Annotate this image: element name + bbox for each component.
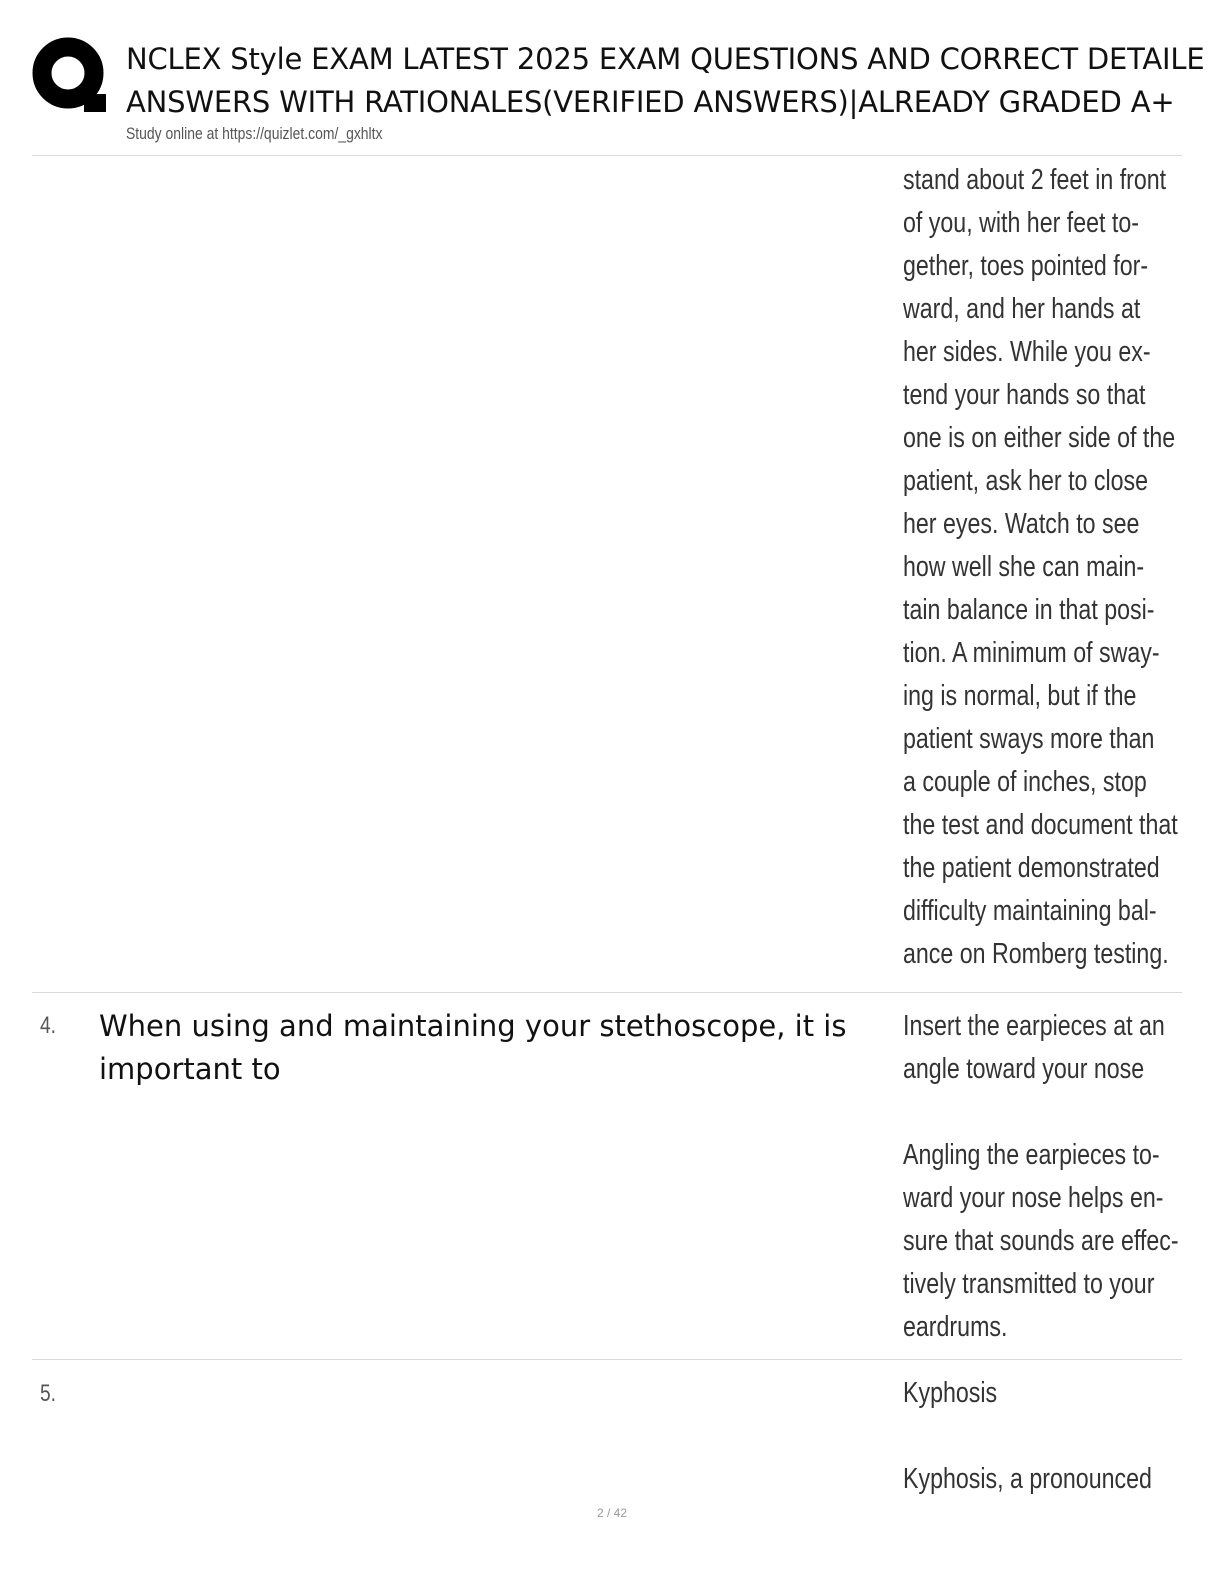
card-divider — [32, 1359, 1182, 1360]
study-online-link[interactable]: Study online at https://quizlet.com/_gxhltx — [126, 124, 383, 143]
answer-line: angle toward your nose — [903, 1053, 1145, 1085]
answer-line: ance on Romberg testing. — [903, 938, 1169, 970]
document-title-line-1: NCLEX Style EXAM LATEST 2025 EXAM QUESTIONS AND CORRECT DETAILE — [126, 42, 1205, 76]
answer-line: ward, and her hands at — [903, 293, 1141, 325]
document-title — [126, 38, 1204, 124]
card-question: When using and maintaining your stethoscope, it is important to — [99, 1009, 847, 1086]
header-divider — [32, 155, 1182, 156]
answer-line: tend your hands so that — [903, 379, 1146, 411]
answer-line: Insert the earpieces at an — [903, 1010, 1165, 1042]
answer-line: the patient demonstrated — [903, 852, 1160, 884]
answer-line: her sides. While you ex- — [903, 336, 1151, 368]
card-divider — [32, 992, 1182, 993]
answer-line: her eyes. Watch to see — [903, 508, 1140, 540]
answer-line: Angling the earpieces to- — [903, 1139, 1160, 1171]
answer-line — [903, 1415, 1167, 1458]
answer-line: Kyphosis, a pronounced — [903, 1463, 1152, 1495]
answer-line: how well she can main- — [903, 551, 1145, 583]
document-title-line-2: ANSWERS WITH RATIONALES(VERIFIED ANSWERS)|ALREADY GRADED A+ — [126, 85, 1175, 119]
answer-line: difficulty maintaining bal- — [903, 895, 1157, 927]
answer-line: gether, toes pointed for- — [903, 250, 1149, 282]
answer-line: ing is normal, but if the — [903, 680, 1137, 712]
answer-line: stand about 2 feet in front — [903, 164, 1167, 196]
page-indicator: 2 / 42 — [596, 1506, 628, 1520]
answer-line: patient, ask her to close — [903, 465, 1149, 497]
answer-line: ward your nose helps en- — [903, 1182, 1164, 1214]
answer-line: one is on either side of the — [903, 422, 1176, 454]
card-answer — [903, 1372, 1167, 1501]
card-number: 4. — [40, 1012, 57, 1039]
page-header — [0, 0, 1224, 158]
answer-line: tion. A minimum of sway- — [903, 637, 1160, 669]
answer-line: Kyphosis — [903, 1377, 998, 1409]
answer-line — [903, 1091, 1167, 1134]
answer-line: sure that sounds are effec- — [903, 1225, 1179, 1257]
answer-line: eardrums. — [903, 1311, 1008, 1343]
answer-line: tively transmitted to your — [903, 1268, 1155, 1300]
answer-line: of you, with her feet to- — [903, 207, 1139, 239]
quizlet-logo-icon — [32, 36, 106, 114]
answer-line: a couple of inches, stop — [903, 766, 1147, 798]
answer-line: the test and document that — [903, 809, 1178, 841]
card-answer — [903, 159, 1178, 976]
card-answer — [903, 1005, 1179, 1349]
answer-line: patient sways more than — [903, 723, 1155, 755]
answer-line: tain balance in that posi- — [903, 594, 1155, 626]
card-number: 5. — [40, 1380, 57, 1407]
